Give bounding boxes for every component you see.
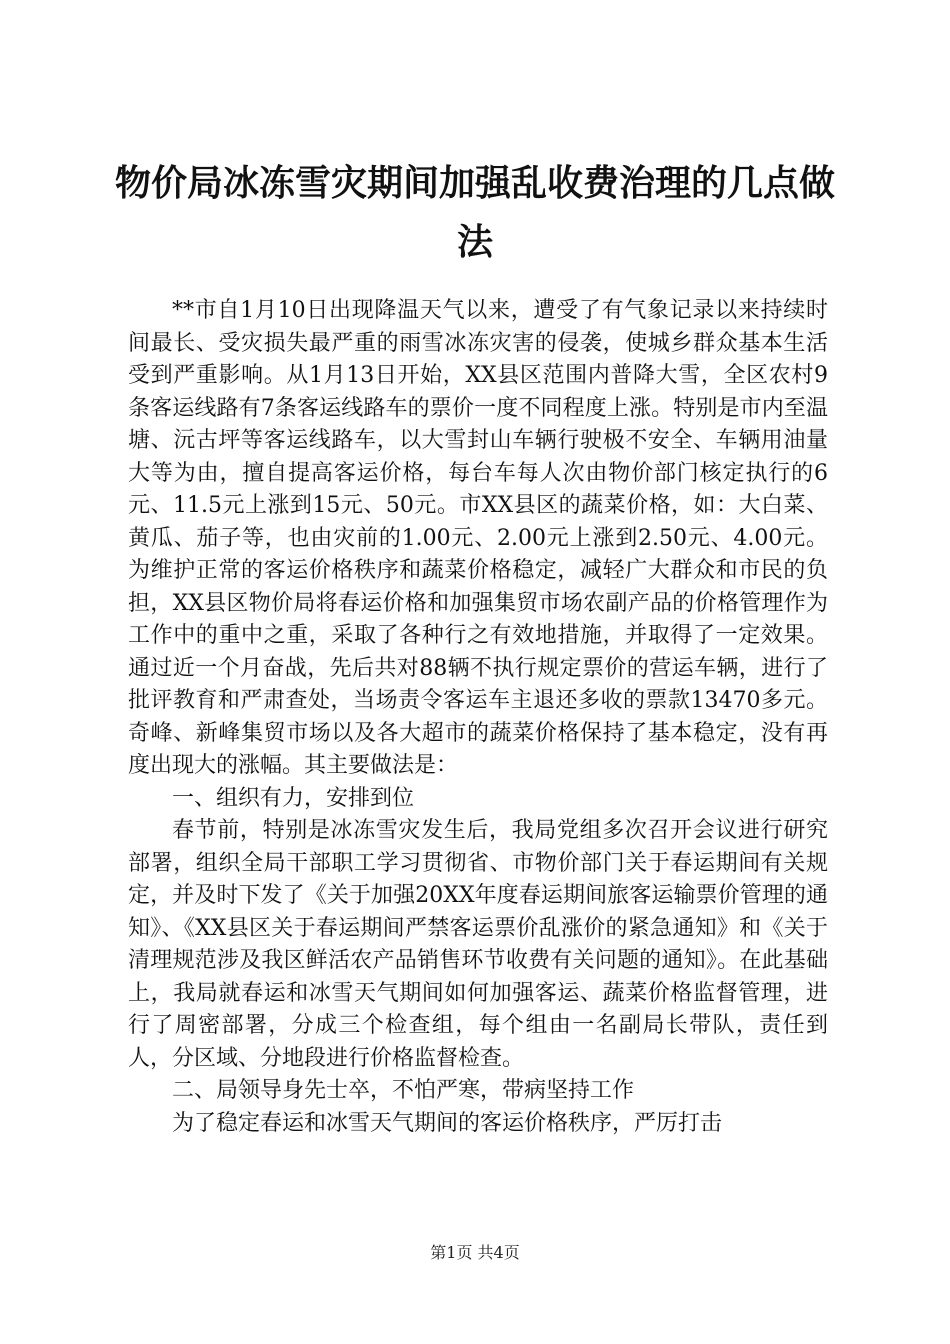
intro-paragraph: **市自1月10日出现降温天气以来，遭受了有气象记录以来持续时间最长、受灾损失最严重的雨雪冰冻灾害的侵袭，使城乡群众基本生活受到严重影响。从1月13日开始，XX县区范围内普降大雪，全区农村9条客运线路有7条客运线路车的票价一度不同程度上涨。特别是市内至温塘、沅古坪等客运线路车，以大雪封山车辆行驶极不安全、车辆用油量大等为由，擅自提高客运价格，每台车每人次由物价部门核定执行的6元、11.5元上涨到15元、50元。市XX县区的蔬菜价格，如：大白菜、黄瓜、茄子等，也由灾前的1.00元、2.00元上涨到2.50元、4.00元。为维护正常的客运价格秩序和蔬菜价格稳定，减轻广大群众和市民的负担，XX县区物价局将春运价格和加强集贸市场农副产品的价格管理作为工作中的重中之重，采取了各种行之有效地措施，并取得了一定效果。通过近一个月奋战，先后共对88辆不执行规定票价的营运车辆，进行了批评教育和严肃查处，当场责令客运车主退还多收的票款13470多元。奇峰、新峰集贸市场以及各大超市的蔬菜价格保持了基本稳定，没有再度出现大的涨幅。其主要做法是： [128, 298, 828, 778]
page-footer: 第1页 共4页 [430, 1243, 520, 1262]
document-title-line-1: 物价局冰冻雪灾期间加强乱收费治理的几点做 [114, 162, 835, 204]
document-body [128, 295, 828, 1140]
section-heading-2: 二、局领导身先士卒，不怕严寒，带病坚持工作 [172, 1078, 635, 1103]
section-1-paragraph: 春节前，特别是冰冻雪灾发生后，我局党组多次召开会议进行研究部署，组织全局干部职工学习贯彻省、市物价部门关于春运期间有关规定，并及时下发了《关于加强20XX年度春运期间旅客运输票价管理的通知》、《XX县区关于春运期间严禁客运票价乱涨价的紧急通知》和《关于清理规范涉及我区鲜活农产品销售环节收费有关问题的通知》。在此基础上，我局就春运和冰雪天气期间如何加强客运、蔬菜价格监督管理，进行了周密部署，分成三个检查组，每个组由一名副局长带队，责任到人，分区域、分地段进行价格监督检查。 [128, 818, 828, 1071]
section-2-paragraph: 为了稳定春运和冰雪天气期间的客运价格秩序，严厉打击 [172, 1110, 723, 1136]
document-title-line-2: 法 [456, 221, 493, 263]
section-heading-1: 一、组织有力，安排到位 [172, 785, 415, 811]
